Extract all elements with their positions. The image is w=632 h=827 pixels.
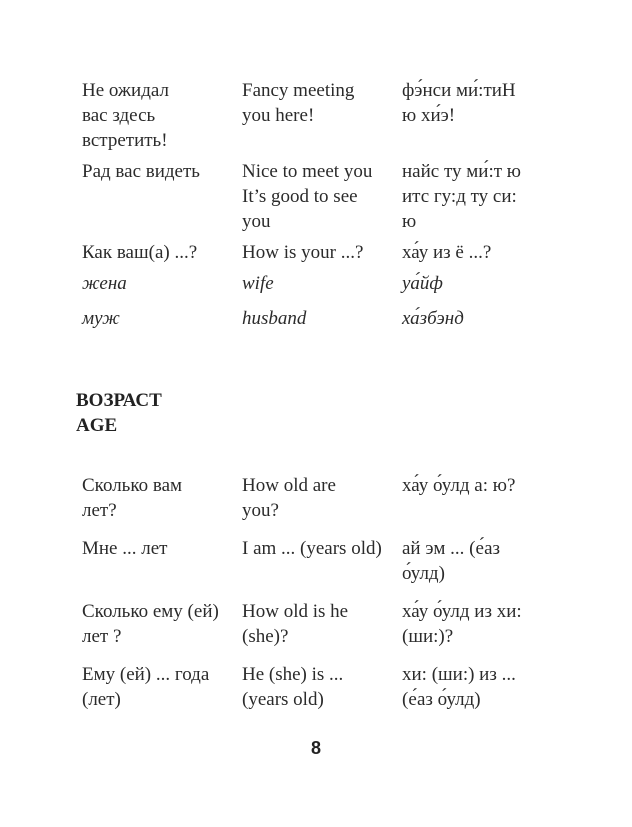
english-phrase: How is your ...?: [242, 242, 364, 263]
russian-phrase: Сколько вам лет?: [82, 475, 183, 521]
transcription: ха́збэнд: [402, 308, 464, 329]
section-heading: [76, 388, 162, 438]
phrase-table-greetings: [76, 78, 576, 341]
page-number: 8: [310, 738, 321, 758]
russian-phrase: Как ваш(а) ...?: [82, 242, 198, 263]
section-title-english: AGE: [76, 415, 118, 436]
english-phrase: wife: [242, 273, 274, 294]
transcription: найс ту ми́:т ю итс гу:д ту си: ю: [402, 161, 521, 232]
english-phrase: I am ... (years old): [242, 538, 382, 559]
transcription: фэ́нси ми́:тиН ю хи́э!: [402, 80, 516, 126]
transcription: ха́у из ё ...?: [402, 242, 492, 263]
english-phrase: Nice to meet you It’s good to see you: [242, 161, 373, 232]
table-row: [76, 473, 576, 536]
english-phrase: He (she) is ... (years old): [242, 664, 344, 710]
table-row: [76, 662, 576, 725]
russian-phrase: жена: [82, 273, 127, 294]
russian-phrase: Рад вас видеть: [82, 161, 200, 182]
transcription: ха́у о́улд из хи: (ши:)?: [402, 601, 522, 647]
russian-phrase: Сколько ему (ей) лет ?: [82, 601, 219, 647]
russian-phrase: муж: [82, 308, 120, 329]
table-row: [76, 599, 576, 662]
transcription: ай эм ... (е́аз о́улд): [402, 538, 501, 584]
english-phrase: husband: [242, 308, 307, 329]
russian-phrase: Мне ... лет: [82, 538, 168, 559]
table-row: [76, 240, 576, 271]
russian-phrase: Ему (ей) ... года (лет): [82, 664, 210, 710]
english-phrase: How old are you?: [242, 475, 336, 521]
table-row: [76, 536, 576, 599]
table-row: [76, 78, 576, 159]
transcription: ха́у о́улд а: ю?: [402, 475, 516, 496]
table-row: [76, 306, 576, 341]
table-row: [76, 271, 576, 306]
russian-phrase: Не ожидал вас здесь встретить!: [82, 80, 169, 151]
english-phrase: Fancy meeting you here!: [242, 80, 355, 126]
transcription: уа́йф: [402, 273, 443, 294]
phrase-table-age: [76, 473, 576, 725]
section-title-russian: ВОЗРАСТ: [76, 390, 162, 411]
transcription: хи: (ши:) из ... (е́аз о́улд): [402, 664, 516, 710]
english-phrase: How old is he (she)?: [242, 601, 349, 647]
table-row: [76, 159, 576, 240]
